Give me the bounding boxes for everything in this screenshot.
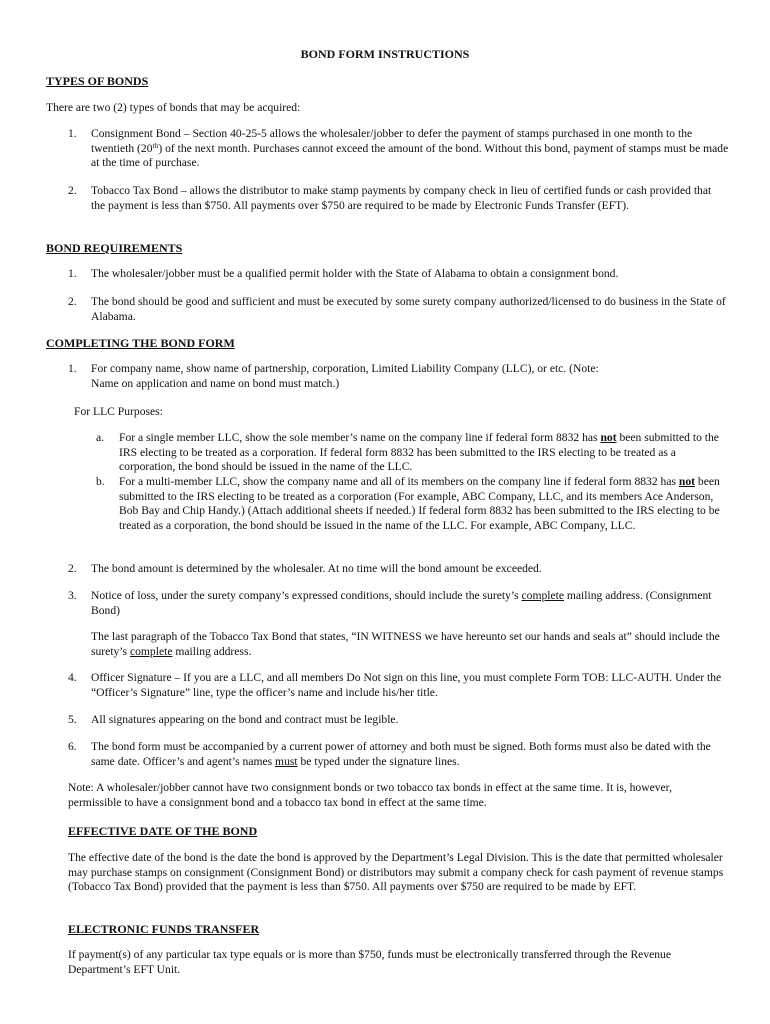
section-heading-types: TYPES OF BONDS [46,74,149,88]
list-item-bond-amount: The bond amount is determined by the wholesaler. At no time will the bond amount be exceeded. [91,562,542,575]
list-number: 2. [68,295,77,308]
list-item-signatures-legible: All signatures appearing on the bond and contract must be legible. [91,713,399,726]
emphasis: complete [129,644,173,658]
list-number: 1. [68,267,77,280]
emphasis: not [600,431,617,444]
list-item-officer-signature: Officer Signature – If you are a LLC, and all members Do Not sign on this line, you must complete Form TOB: LLC-AUTH. Under the “Officer’s Signature” line, type the officer’s name and include his/her title. [91,671,722,699]
text: been submitted to the IRS electing to be treated as a corporation (For example, ABC Company, LLC, and its members Ace Anderson, Bob Bay and Chip Handy.) (Attach additional sheets if needed.) If federal form 8832 has been submitted to the IRS electing to be treated as a corporation, the bond should be issued in the name of the LLC. For example, ABC Company, LLC. [119,475,720,532]
text: Consignment Bond – Section 40-25-5 allows the wholesaler/jobber to defer the payment of stamps purchased in one month to the twentieth (20 [91,127,693,155]
list-item-company-name: For company name, show name of partnership, corporation, Limited Liability Company (LLC), or etc. (Note: Name on application and name on bond must match.) [91,362,599,390]
eft-paragraph: If payment(s) of any particular tax type equals or is more than $750, funds must be electronically transferred through the Revenue Department’s EFT Unit. [68,948,671,976]
effective-date-paragraph: The effective date of the bond is the date the bond is approved by the Department’s Legal Division. This is the date that permitted wholesaler may purchase stamps on consignment (Consignment Bond) or distributors may submit a company check for cash payment of revenue stamps (Tobacco Tax Bond) provided that the payment is less than $750. All payments over $750 are required to be made by EFT. [68,851,724,894]
text: mailing address. (Consignment Bond) [91,589,712,617]
text: mailing address. [172,644,252,658]
list-number: 2. [68,562,77,575]
text: be typed under the signature lines. [297,754,460,768]
list-item-notice-of-loss [91,589,716,618]
text: Notice of loss, under the surety company’s expressed conditions, should include the surety’s [91,589,522,602]
sublist-item-single-member [119,431,731,475]
list-item-power-of-attorney [91,740,731,769]
list-number: 4. [68,671,77,684]
list-number: 1. [68,362,77,375]
list-item-requirement-1: The wholesaler/jobber must be a qualified permit holder with the State of Alabama to obtain a consignment bond. [91,267,619,280]
emphasis: must [275,754,298,768]
list-number: 5. [68,713,77,726]
section-heading-effective-date: EFFECTIVE DATE OF THE BOND [68,824,258,838]
page-title: BOND FORM INSTRUCTIONS [300,47,470,61]
list-item-consignment-bond [91,127,731,171]
list-item-requirement-2: The bond should be good and sufficient and must be executed by some surety company authorized/licensed to do business in the State of Alabama. [91,295,726,323]
tobacco-bond-paragraph [91,630,731,659]
list-number: 1. [68,127,77,140]
emphasis: not [678,475,696,488]
superscript: th [152,140,159,150]
section-heading-completing: COMPLETING THE BOND FORM [46,336,235,350]
text: For a multi-member LLC, show the company name and all of its members on the company line if federal form 8832 has [119,475,679,488]
text: The bond form must be accompanied by a current power of attorney and both must be signed. Both forms must also be dated with the same date. Officer’s and agent’s names [91,740,711,768]
types-intro: There are two (2) types of bonds that may be acquired: [46,101,301,114]
sublist-item-multi-member [119,475,731,533]
llc-purposes-label: For LLC Purposes: [74,405,163,418]
list-number: 3. [68,589,77,602]
list-item-tobacco-tax-bond: Tobacco Tax Bond – allows the distributor to make stamp payments by company check in lieu of certified funds or cash provided that the payment is less than $750. All payments over $750 are required to be made by Electronic Funds Transfer (EFT). [91,184,712,212]
emphasis: complete [521,589,564,602]
list-number: 6. [68,740,77,753]
text: The last paragraph of the Tobacco Tax Bond that states, “IN WITNESS we have hereunto set our hands and seals at” should include the surety’s [91,630,720,658]
list-number: 2. [68,184,77,197]
section-heading-eft: ELECTRONIC FUNDS TRANSFER [68,922,260,936]
note-paragraph: Note: A wholesaler/jobber cannot have two consignment bonds or two tobacco tax bonds in effect at the same time. It is, however, permissible to have a consignment bond and a tobacco tax bond in effect at the same time. [68,781,672,809]
text: For a single member LLC, show the sole member’s name on the company line if federal form 8832 has [119,431,601,444]
sublist-letter: a. [96,431,105,444]
text: been submitted to the IRS electing to be treated as a corporation. If federal form 8832 has been submitted to the IRS electing to be treated as a corporation, the bond should be issued in the name of the LLC. [119,431,719,474]
section-heading-requirements: BOND REQUIREMENTS [46,241,183,255]
text: ) of the next month. Purchases cannot exceed the amount of the bond. Without this bond, payment of stamps must be made at the time of purchase. [91,141,729,170]
sublist-letter: b. [96,475,105,488]
